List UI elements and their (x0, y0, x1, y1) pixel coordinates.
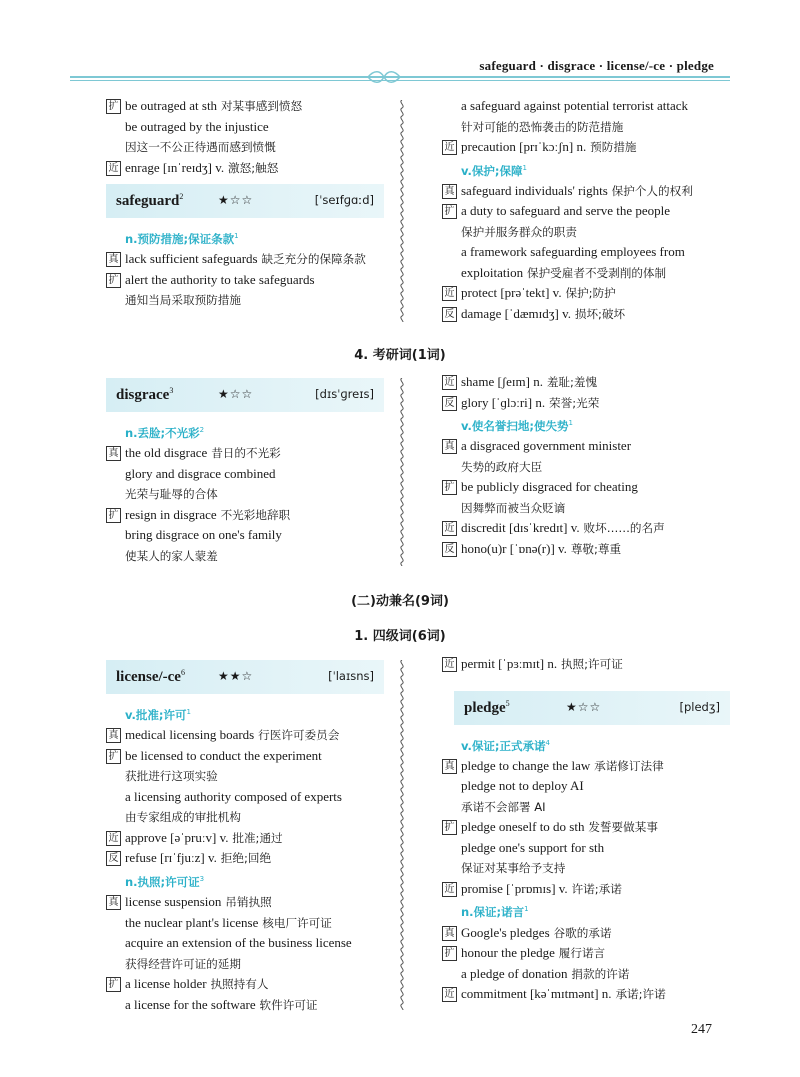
entry-text (106, 933, 384, 954)
entry-text (106, 892, 384, 913)
entry-text (106, 117, 384, 138)
entry-tag-badge: 扩 (106, 99, 121, 114)
headword-frequency: 5 (505, 698, 510, 708)
headword-text: license/-ce (116, 669, 181, 685)
entry-english: promise [ˈprɒmɪs] v. (461, 880, 568, 896)
entry-text (106, 787, 384, 808)
sense-label (106, 869, 384, 892)
entry-english: alert the authority to take safeguards (125, 271, 315, 287)
entry-text (442, 242, 730, 263)
entry-chinese: 保护受雇者不受剥削的体制 (526, 265, 667, 280)
entry-text (442, 654, 730, 675)
entry-row (442, 242, 730, 263)
pledge-right-column (442, 654, 730, 1005)
entry-text (106, 158, 384, 179)
entry-text (106, 249, 384, 270)
entry-english: shame [ʃeɪm] n. (461, 374, 543, 389)
entry-chinese: 因这一不公正待遇而感到愤慨 (125, 140, 276, 154)
entry-text (442, 756, 730, 777)
entry-chinese: 通知当局采取预防措施 (125, 293, 241, 308)
headword-frequency: 3 (169, 386, 174, 395)
entry-row (106, 974, 384, 995)
entry-chinese: 保护个人的权利 (611, 183, 693, 198)
entry-english: commitment [kəˈmɪtmənt] n. (461, 986, 612, 1002)
entry-english: hono(u)r [ˈɒnə(r)] v. (461, 540, 567, 556)
entry-row (106, 137, 384, 158)
entry-row (106, 913, 384, 934)
entry-text (442, 436, 730, 457)
entry-english: medical licensing boards (125, 727, 255, 743)
entry-row (106, 96, 384, 117)
sense-label (106, 702, 384, 725)
entry-row (106, 725, 384, 746)
sense-text: n.丢脸;不光彩 (125, 425, 200, 440)
entry-tag-badge: 近 (442, 375, 457, 390)
entry-text (442, 477, 730, 498)
entry-english: the nuclear plant's license (125, 914, 259, 930)
entry-row (442, 817, 730, 838)
entry-english: a pledge of donation (461, 965, 568, 981)
entry-chinese: 败坏……的名声 (583, 521, 665, 536)
headword-frequency: 6 (180, 668, 185, 677)
sense-label (442, 158, 730, 181)
entry-chinese: 光荣与耻辱的合体 (125, 487, 218, 502)
entry-english: honour the pledge (461, 945, 555, 961)
headword-box (454, 691, 730, 725)
column-divider (397, 100, 407, 322)
entry-chinese: 不光彩地辞职 (220, 507, 291, 522)
entry-text (442, 263, 730, 284)
section-kaoyan: 4. 考研词(1词) (354, 348, 446, 363)
entry-row (442, 96, 730, 117)
entry-text (106, 96, 384, 117)
entry-english: the old disgrace (125, 445, 208, 461)
entry-tag-badge: 真 (442, 184, 457, 199)
entry-tag-badge: 扩 (106, 273, 121, 288)
entry-row (106, 995, 384, 1016)
entry-tag-badge: 近 (442, 657, 457, 672)
entry-english: a duty to safeguard and serve the people (461, 203, 671, 219)
entry-row (442, 436, 730, 457)
entry-chinese: 羞耻;羞愧 (546, 375, 598, 389)
entry-row (106, 158, 384, 179)
entry-row (442, 137, 730, 158)
entry-text (106, 848, 384, 869)
entry-text (442, 201, 730, 222)
entry-row (106, 787, 384, 808)
entry-row (442, 654, 730, 675)
sense-frequency: 3 (199, 874, 205, 883)
sense-label (442, 899, 730, 922)
entry-english: refuse [rɪˈfjuːz] v. (125, 850, 217, 866)
entry-tag-badge: 近 (442, 987, 457, 1002)
entry-english: a disgraced government minister (461, 438, 632, 454)
entry-text (106, 270, 384, 291)
entry-tag-badge: 反 (106, 851, 121, 866)
entry-row (442, 201, 730, 222)
entry-chinese: 发誓要做某事 (588, 820, 658, 835)
entry-chinese: 核电厂许可证 (262, 915, 332, 930)
license-left-column (106, 654, 384, 1015)
star-rating: ★☆☆ (566, 699, 602, 714)
entry-chinese: 对某事感到愤怒 (220, 99, 303, 113)
entry-text (106, 828, 384, 849)
entry-english: safeguard individuals' rights (461, 182, 608, 198)
entry-english: approve [əˈpruːv] v. (125, 829, 229, 845)
entry-row (442, 117, 730, 138)
sense-label (106, 420, 384, 443)
entry-english: acquire an extension of the business license (125, 935, 352, 951)
entry-text (106, 807, 384, 828)
entry-chinese: 拒绝;回绝 (220, 851, 272, 866)
entry-row (106, 766, 384, 787)
sense-text: v.使名誉扫地;使失势 (461, 418, 569, 433)
entry-tag-badge: 扩 (442, 480, 457, 495)
sense-text: v.保证;正式承诺 (461, 738, 546, 753)
sense-frequency: 1 (186, 708, 191, 716)
entry-tag-badge: 近 (442, 286, 457, 301)
entry-tag-badge: 近 (442, 140, 457, 155)
phonetic: [pledʒ] (679, 699, 720, 714)
entry-row (106, 290, 384, 311)
entry-text (106, 484, 384, 505)
entry-text (442, 943, 730, 964)
entry-row (106, 249, 384, 270)
entry-text (106, 443, 384, 464)
entry-row (106, 828, 384, 849)
entry-text (106, 746, 384, 767)
entry-english: a safeguard against potential terrorist attack (461, 98, 689, 113)
entry-english: exploitation (461, 264, 524, 280)
disgrace-left-column (106, 372, 384, 566)
entry-text (442, 879, 730, 900)
entry-tag-badge: 近 (106, 831, 121, 846)
entry-chinese: 执照;许可证 (560, 657, 623, 671)
page-number: 247 (691, 1022, 712, 1037)
star-rating: ★☆☆ (218, 387, 254, 401)
entry-english: be licensed to conduct the experiment (125, 747, 322, 763)
entry-chinese: 获批进行这项实验 (125, 769, 218, 784)
entry-chinese: 捐款的许诺 (571, 966, 630, 981)
entry-text (106, 995, 384, 1016)
section-cet4: 1. 四级词(6词) (354, 629, 446, 644)
entry-row (442, 477, 730, 498)
entry-row (442, 858, 730, 879)
entry-text (442, 817, 730, 838)
entry-text (442, 137, 730, 158)
entry-english: enrage [ɪnˈreɪdʒ] v. (125, 159, 225, 175)
entry-row (442, 304, 730, 325)
entry-tag-badge: 真 (442, 926, 457, 941)
entry-chinese: 因舞弊而被当众贬谪 (461, 500, 566, 515)
headword (464, 699, 510, 717)
entry-english: permit [ˈpɜːmɪt] n. (461, 656, 558, 671)
entry-tag-badge: 近 (442, 521, 457, 536)
entry-row (106, 892, 384, 913)
sense-frequency: 1 (524, 905, 529, 914)
entry-text (106, 954, 384, 975)
entry-row (442, 797, 730, 818)
entry-row (442, 984, 730, 1005)
entry-chinese: 由专家组成的审批机构 (125, 810, 241, 825)
entry-row (442, 263, 730, 284)
entry-english: bring disgrace on one's family (125, 527, 282, 543)
entry-text (442, 283, 730, 304)
entry-english: resign in disgrace (125, 506, 217, 522)
entry-chinese: 保证对某事给予支持 (461, 861, 566, 876)
entry-text (106, 974, 384, 995)
sense-frequency: 1 (568, 419, 573, 427)
entry-row (442, 498, 730, 519)
entry-tag-badge: 扩 (442, 820, 457, 835)
entry-chinese: 昔日的不光彩 (211, 446, 281, 461)
entry-english: be publicly disgraced for cheating (461, 479, 638, 495)
entry-tag-badge: 扩 (106, 508, 121, 523)
entry-english: license suspension (125, 894, 222, 910)
headword-frequency: 2 (179, 192, 184, 201)
entry-tag-badge: 扩 (106, 749, 121, 764)
entry-row (106, 484, 384, 505)
entry-chinese: 保护并服务群众的职责 (461, 224, 577, 239)
entry-row (442, 372, 730, 393)
spacer (442, 675, 730, 685)
entry-text (442, 858, 730, 879)
entry-english: a framework safeguarding employees from (461, 244, 685, 260)
headword-box (106, 184, 384, 218)
entry-text (442, 304, 730, 325)
entry-chinese: 针对可能的恐怖袭击的防范措施 (461, 119, 624, 134)
entry-english: be outraged at sth (125, 98, 218, 113)
entry-row (106, 746, 384, 767)
sense-label (442, 733, 730, 756)
entry-chinese: 谷歌的承诺 (553, 925, 612, 940)
entry-row (106, 933, 384, 954)
sense-text: v.保护;保障 (461, 163, 523, 178)
entry-text (442, 964, 730, 985)
entry-tag-badge: 真 (106, 895, 121, 910)
entry-row (442, 222, 730, 243)
phonetic: [dɪsˈɡreɪs] (315, 387, 374, 401)
entry-row (106, 546, 384, 567)
entry-chinese: 保护;防护 (565, 286, 616, 301)
entry-text (442, 838, 730, 859)
entry-row (106, 807, 384, 828)
entry-tag-badge: 真 (106, 728, 121, 743)
entry-chinese: 缺乏充分的保障条款 (261, 252, 366, 267)
sense-frequency: 1 (234, 232, 239, 240)
entry-row (106, 443, 384, 464)
entry-text (442, 117, 730, 138)
entry-text (106, 290, 384, 311)
entry-row (442, 539, 730, 560)
entry-tag-badge: 真 (442, 439, 457, 454)
entry-row (442, 756, 730, 777)
entry-tag-badge: 近 (442, 882, 457, 897)
entry-row (442, 776, 730, 797)
entry-chinese: 许诺;承诺 (571, 881, 622, 896)
entry-chinese: 履行诺言 (558, 946, 606, 961)
headword-text: safeguard (116, 193, 180, 209)
entry-english: precaution [prɪˈkɔːʃn] n. (461, 139, 587, 154)
entry-english: pledge oneself to do sth (461, 819, 585, 835)
entry-english: a licensing authority composed of experts (125, 788, 342, 804)
entry-chinese: 行医许可委员会 (258, 728, 340, 743)
entry-text (106, 913, 384, 934)
entry-chinese: 获得经营许可证的延期 (125, 956, 241, 971)
entry-text (106, 546, 384, 567)
entry-tag-badge: 反 (442, 396, 457, 411)
sense-frequency: 1 (522, 163, 527, 172)
entry-text (106, 464, 384, 485)
entry-tag-badge: 真 (442, 759, 457, 774)
entry-row (442, 181, 730, 202)
entry-text (442, 372, 730, 393)
sense-frequency: 2 (199, 426, 205, 434)
entry-chinese: 吊销执照 (225, 895, 272, 910)
entry-english: pledge one's support for sth (461, 839, 605, 855)
entry-row (106, 525, 384, 546)
column-divider (397, 660, 407, 1010)
entry-text (442, 776, 730, 797)
phonetic: [ˈseɪfɡɑːd] (314, 193, 374, 207)
entry-english: glory and disgrace combined (125, 465, 276, 481)
entry-row (442, 964, 730, 985)
entry-text (442, 457, 730, 478)
star-rating: ★☆☆ (218, 193, 254, 207)
entry-tag-badge: 反 (442, 542, 457, 557)
disgrace-right-column (442, 372, 730, 559)
entry-english: Google's pledges (461, 924, 550, 940)
headword (116, 386, 173, 404)
sense-text: v.批准;许可 (125, 707, 187, 722)
entry-english: protect [prəˈtekt] v. (461, 285, 562, 301)
entry-text (442, 539, 730, 560)
header-ornament (366, 68, 402, 86)
entry-chinese: 执照持有人 (210, 977, 269, 992)
entry-row (442, 923, 730, 944)
entry-chinese: 失势的政府大臣 (461, 459, 543, 474)
entry-chinese: 损坏;破坏 (574, 306, 626, 321)
sense-text: n.执照;许可证 (125, 874, 200, 889)
headword-box (106, 660, 384, 694)
entry-text (442, 181, 730, 202)
entry-text (106, 525, 384, 546)
safeguard-right-column (442, 96, 730, 324)
entry-row (442, 457, 730, 478)
sense-label (442, 413, 730, 436)
running-title: safeguard · disgrace · license/-ce · pledge (479, 58, 714, 73)
entry-text (442, 518, 730, 539)
entry-text (442, 96, 730, 117)
entry-row (442, 283, 730, 304)
entry-row (442, 518, 730, 539)
entry-tag-badge: 真 (106, 446, 121, 461)
entry-row (442, 943, 730, 964)
entry-chinese: 承诺修订法律 (594, 758, 664, 773)
entry-tag-badge: 扩 (442, 204, 457, 219)
sense-text: n.预防措施;保证条款 (125, 231, 235, 246)
entry-english: pledge not to deploy AI (461, 778, 584, 794)
entry-english: be outraged by the injustice (125, 118, 269, 134)
entry-row (442, 393, 730, 414)
entry-chinese: 承诺不会部署 AI (461, 799, 546, 814)
entry-english: a license holder (125, 976, 207, 992)
sense-label (106, 226, 384, 249)
entry-chinese: 尊敬;尊重 (570, 541, 622, 556)
entry-tag-badge: 扩 (106, 977, 121, 992)
entry-chinese: 使某人的家人蒙羞 (125, 548, 218, 563)
entry-row (106, 117, 384, 138)
entry-text (442, 222, 730, 243)
entry-english: pledge to change the law (461, 757, 591, 773)
entry-text (442, 498, 730, 519)
column-divider (397, 378, 407, 566)
entry-tag-badge: 扩 (442, 946, 457, 961)
entry-row (106, 270, 384, 291)
phonetic: [ˈlaɪsns] (328, 669, 374, 683)
safeguard-left-column (106, 96, 384, 311)
entry-tag-badge: 真 (106, 252, 121, 267)
entry-row (442, 879, 730, 900)
entry-chinese: 承诺;许诺 (615, 987, 666, 1002)
entry-text (106, 766, 384, 787)
entry-english: glory [ˈɡlɔːri] n. (461, 394, 546, 410)
entry-tag-badge: 反 (442, 307, 457, 322)
entry-chinese: 激怒;触怒 (228, 160, 279, 175)
headword-text: pledge (464, 699, 506, 716)
headword (116, 192, 183, 210)
entry-english: damage [ˈdæmɪdʒ] v. (461, 305, 571, 321)
entry-row (106, 464, 384, 485)
entry-chinese: 软件许可证 (259, 997, 318, 1012)
entry-text (106, 137, 384, 158)
sense-text: n.保证;诺言 (461, 905, 525, 920)
entry-row (442, 838, 730, 859)
star-rating: ★★☆ (218, 669, 254, 683)
entry-row (106, 505, 384, 526)
headword-box (106, 378, 384, 412)
entry-text (442, 393, 730, 414)
entry-tag-badge: 近 (106, 161, 121, 176)
entry-english: lack sufficient safeguards (125, 251, 258, 267)
headword-text: disgrace (116, 387, 170, 403)
entry-text (442, 797, 730, 818)
headword (116, 668, 185, 686)
entry-row (106, 954, 384, 975)
entry-chinese: 荣誉;光荣 (549, 395, 600, 410)
sense-frequency: 4 (545, 738, 550, 747)
entry-row (106, 848, 384, 869)
entry-text (106, 505, 384, 526)
entry-chinese: 预防措施 (590, 140, 637, 154)
entry-text (106, 725, 384, 746)
entry-text (442, 984, 730, 1005)
entry-english: a license for the software (125, 996, 256, 1012)
entry-english: discredit [dɪsˈkredɪt] v. (461, 520, 580, 536)
entry-text (442, 923, 730, 944)
section-part-two: (二)动兼名(9词) (351, 594, 449, 609)
entry-chinese: 批准;通过 (232, 830, 283, 845)
